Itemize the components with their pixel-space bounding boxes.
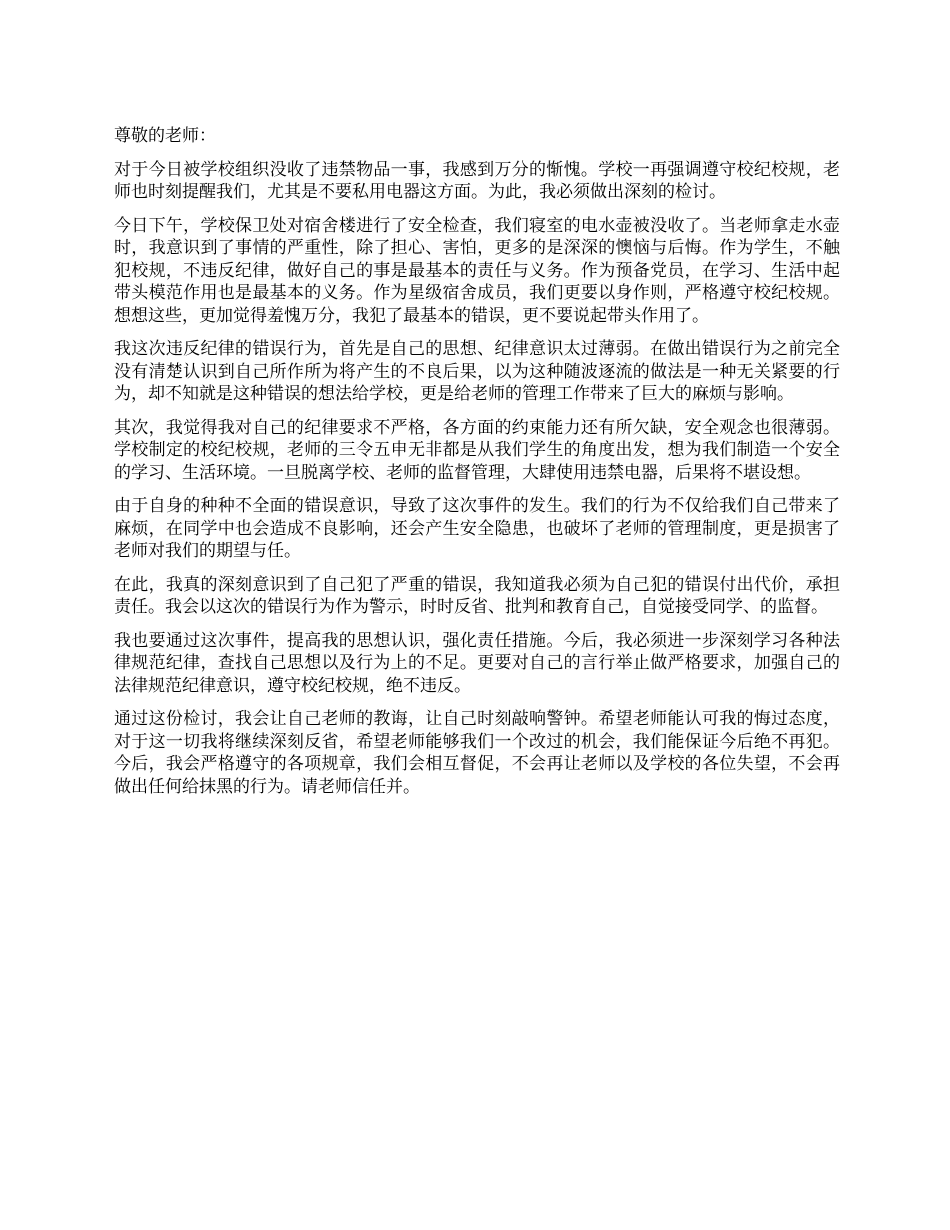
paragraph: 由于自身的种种不全面的错误意识，导致了这次事件的发生。我们的行为不仅给我们自己带来了麻烦，在同学中也会造成不良影响，还会产生安全隐患，也破坏了老师的管理制度，更是损害了老师对我们的期望与任。 <box>114 496 840 561</box>
paragraph: 其次，我觉得我对自己的纪律要求不严格，各方面的约束能力还有所欠缺，安全观念也很薄弱。学校制定的校纪校规，老师的三令五申无非都是从我们学生的角度出发，想为我们制造一个安全的学习、生活环境。一旦脱离学校、老师的监督管理，大肆使用违禁电器，后果将不堪设想。 <box>114 417 840 483</box>
paragraph: 通过这份检讨，我会让自己老师的教诲，让自己时刻敲响警钟。希望老师能认可我的悔过态度，对于这一切我将继续深刻反省，希望老师能够我们一个改过的机会，我们能保证今后绝不再犯。今后，我会严格遵守的各项规章，我们会相互督促，不会再让老师以及学校的各位失望，不会再做出任何给抹黑的行为。请老师信任并。 <box>114 709 840 797</box>
salutation: 尊敬的老师： <box>114 126 216 146</box>
paragraph: 今日下午，学校保卫处对宿舍楼进行了安全检查，我们寝室的电水壶被没收了。当老师拿走水壶时，我意识到了事情的严重性，除了担心、害怕，更多的是深深的懊恼与后悔。作为学生，不触犯校规，不违反纪律，做好自己的事是最基本的责任与义务。作为预备党员，在学习、生活中起带头模范作用也是最基本的义务。作为星级宿舍成员，我们更要以身作则，严格遵守校纪校规。想想这些，更加觉得羞愧万分，我犯了最基本的错误，更不要说起带头作用了。 <box>114 215 840 326</box>
paragraph: 我这次违反纪律的错误行为，首先是自己的思想、纪律意识太过薄弱。在做出错误行为之前完全没有清楚认识到自己所作所为将产生的不良后果，以为这种随波逐流的做法是一种无关紧要的行为，却不知就是这种错误的想法给学校，更是给老师的管理工作带来了巨大的麻烦与影响。 <box>114 339 840 404</box>
paragraph: 对于今日被学校组织没收了违禁物品一事，我感到万分的惭愧。学校一再强调遵守校纪校规，老师也时刻提醒我们，尤其是不要私用电器这方面。为此，我必须做出深刻的检讨。 <box>114 159 840 202</box>
document-body <box>114 125 840 809</box>
paragraph: 在此，我真的深刻意识到了自己犯了严重的错误，我知道我必须为自己犯的错误付出代价，承担责任。我会以这次的错误行为作为警示，时时反省、批判和教育自己，自觉接受同学、的监督。 <box>114 574 840 617</box>
paragraph: 我也要通过这次事件，提高我的思想认识，强化责任措施。今后，我必须进一步深刻学习各种法律规范纪律，查找自己思想以及行为上的不足。更要对自己的言行举止做严格要求，加强自己的法律规范纪律意识，遵守校纪校规，绝不违反。 <box>114 630 840 696</box>
